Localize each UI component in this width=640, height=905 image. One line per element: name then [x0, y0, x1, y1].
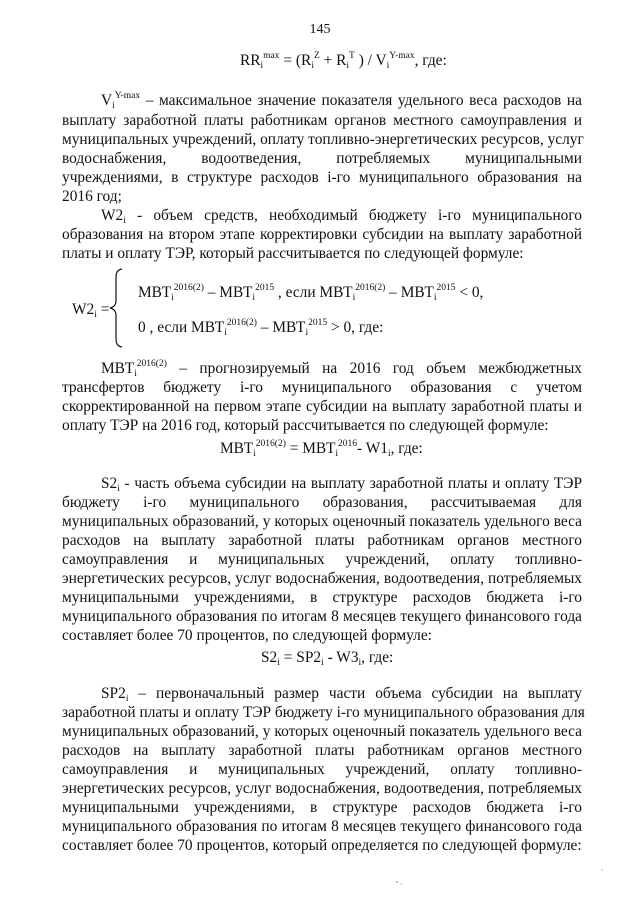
def-w2-line-2: образования на втором этапе корректировки субсидии на выплату заработной [62, 226, 582, 243]
formula-w2-case-2: 0 , если $МВТ_i^{2016(2)} - МВТ_i^{2015} > 0$, где: [138, 318, 384, 338]
def-sp2-line-1: $SP2_i$ – первоначальный размер части объема субсидии на выплату [101, 685, 582, 704]
def-s2-line-1: $S2_i$ - часть объема субсидии на выплату заработной платы и оплату ТЭР [101, 475, 582, 494]
def-w2-line-1: $W2_i$ - объем средств, необходимый бюджету i-го муниципального [101, 207, 582, 226]
def-mbt-line-2: трансфертов бюджету i-го муниципального образования с учетом [62, 379, 582, 396]
def-s2-line-3: муниципальных образований, у которых оценочный показатель удельного веса [62, 513, 582, 530]
formula-rr: $RR_i^{max} = (R_i^Z + R_i^T$ ) / $V_i^{Y-max}$, где: [240, 51, 447, 71]
def-mbt-line-4: оплату ТЭР на 2016 год, который рассчитывается по следующей формуле: [62, 417, 549, 434]
def-sp2-line-8: муниципального образования по итогам 8 месяцев текущего финансового года [62, 818, 582, 835]
def-mbt-line-3: скорректированной на первом этапе субсидии на выплату заработной платы и [62, 398, 582, 415]
def-sp2-line-4: расходов на выплату заработной платы работникам органов местного [62, 742, 582, 759]
def-sp2-line-6: энергетических ресурсов, услуг водоснабжения, водоотведения, потребляемых [62, 780, 582, 797]
formula-w2-lhs: $W2_i$ = [72, 301, 110, 320]
def-w2-line-3: платы и оплату ТЭР, который рассчитывается по следующей формуле: [62, 245, 524, 262]
def-v-line-6: 2016 год; [62, 188, 122, 205]
formula-s2: $S2_i = SP2_i - W3_i$, где: [261, 649, 394, 668]
page-number: 145 [309, 22, 331, 37]
formula-w2-case-1: $МВТ_i^{2016(2)} - МВТ_i^{2015}$ , если $МВТ_i^{2016(2)} - МВТ_i^{2015} < 0$, [138, 283, 484, 303]
def-v-line-5: учреждениями, в структуре расходов i-го муниципального образования на [62, 169, 582, 186]
def-s2-line-2: бюджету i-го муниципального образования, рассчитываемая для [62, 494, 582, 511]
def-s2-line-9: составляет более 70 процентов, по следующей формуле: [62, 627, 432, 644]
def-sp2-line-3: муниципальных образований, у которых оценочный показатель удельного веса [62, 723, 582, 740]
def-sp2-line-7: муниципальными учреждениями, в структуре расходов бюджета i-го [62, 799, 582, 816]
def-s2-line-6: энергетических ресурсов, услуг водоснабжения, водоотведения, потребляемых [62, 570, 582, 587]
def-sp2-line-2: заработной платы и оплату ТЭР бюджету i-го муниципального образования для [62, 704, 585, 721]
def-v-line-4: водоснабжения, водоотведения, потребляемых муниципальными [62, 150, 582, 167]
def-s2-line-8: муниципального образования по итогам 8 месяцев текущего финансового года [62, 608, 582, 625]
def-v-line-1: $V_i^{Y-max}$ – максимальное значение показателя удельного веса расходов на [101, 91, 582, 111]
def-sp2-line-9: составляет более 70 процентов, который определяется по следующей формуле: [62, 837, 582, 854]
formula-mbt: $МВТ_i^{2016(2)} = МВТ_i^{2016}-$ $W1_i$, где: [220, 439, 423, 459]
def-s2-line-4: расходов на выплату заработной платы работникам органов местного [62, 532, 582, 549]
def-s2-line-5: самоуправления и муниципальных учреждений, оплату топливно- [62, 551, 582, 568]
def-sp2-line-5: самоуправления и муниципальных учреждений, оплату топливно- [62, 761, 582, 778]
def-s2-line-7: муниципальными учреждениями, в структуре расходов бюджета i-го [62, 589, 582, 606]
curly-brace-icon [108, 268, 128, 348]
def-v-line-2: выплату заработной платы работникам органов местного самоуправления и [62, 112, 582, 129]
def-v-line-3: муниципальных учреждений, оплату топливно-энергетических ресурсов, услуг [62, 131, 584, 148]
def-mbt-line-1: $МВТ_i^{2016(2)}$ – прогнозируемый на 2016 год объем межбюджетных [101, 359, 582, 379]
